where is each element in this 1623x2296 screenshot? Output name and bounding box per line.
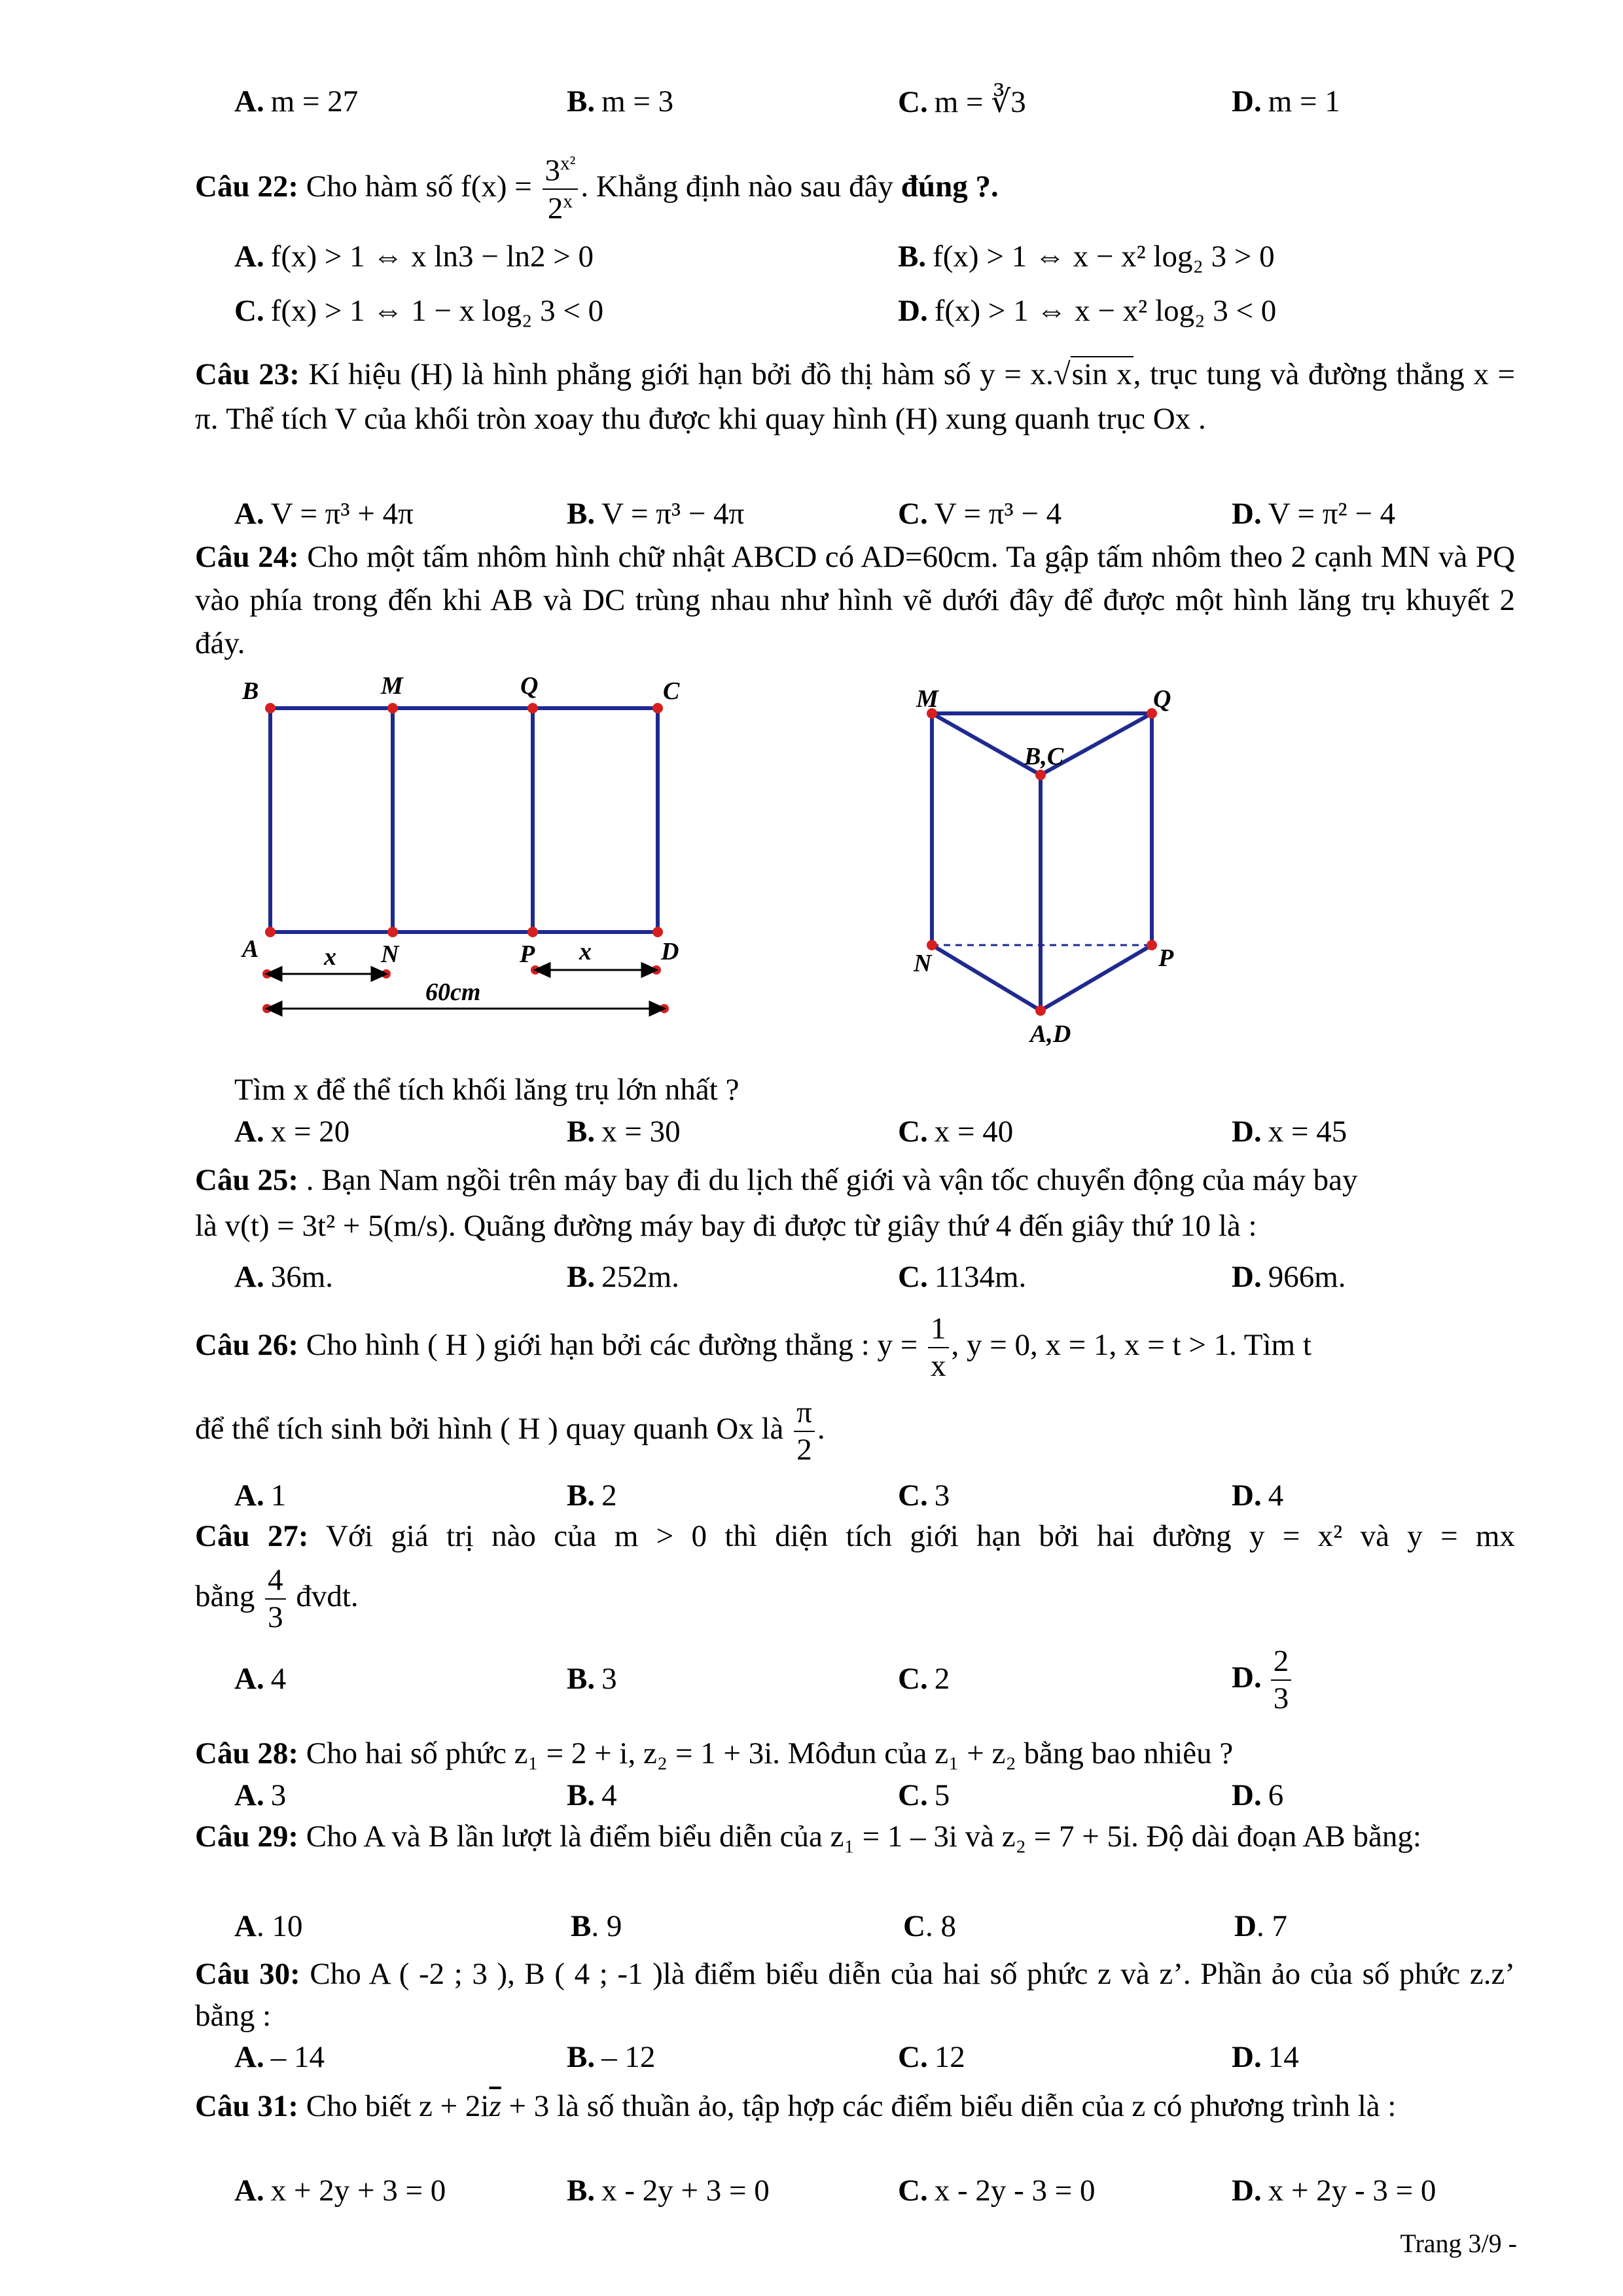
q26-option-c: C. 3 <box>898 1479 950 1513</box>
q22-option-a: A. f(x) > 1 ⇔ x ln3 − ln2 > 0 <box>234 240 594 274</box>
label-a: A <box>242 935 259 963</box>
q31-option-d: D. x + 2y - 3 = 0 <box>1232 2174 1436 2208</box>
label-x-right: x <box>579 938 592 965</box>
label-bc-prism: B,C <box>1024 743 1064 770</box>
q22-fraction: $\frac{3^{x^2}}{2^x}$ <box>543 154 579 224</box>
label-p-prism: P <box>1158 944 1174 972</box>
q30-option-d: D. 14 <box>1232 2040 1299 2074</box>
q27-option-d: D. $\frac{2}{3}$ <box>1232 1641 1294 1714</box>
q28-option-c: C. 5 <box>898 1778 950 1812</box>
q23-option-d: D. V = π² − 4 <box>1232 497 1396 531</box>
question-22: Câu 22: Cho hàm số f(x) = $\frac{3^{x^2}}{2^x}$ . Khẳng định nào sau đây đúng ?. <box>195 152 999 226</box>
sheet-rectangle <box>270 708 658 932</box>
q28-option-d: D. 6 <box>1232 1778 1284 1812</box>
label-ad-prism: A,D <box>1030 1020 1071 1048</box>
q25-option-c: C. 1134m. <box>898 1260 1027 1294</box>
q29-option-d: D. 7 <box>1234 1909 1287 1943</box>
question-24: Câu 24: Cho một tấm nhôm hình chữ nhật ABCD có AD=60cm. Ta gập tấm nhôm theo 2 cạnh MN và PQ vào phía trong đến khi AB và DC trùng nhau như hình vẽ dưới đây để được một hình lăng trụ khuyết 2 đáy. <box>195 540 1516 660</box>
question-27-line1: Câu 27: Với giá trị nào của m > 0 thì diện tích giới hạn bởi hai đường y = x² và y = mx <box>195 1519 1515 1553</box>
label-n: N <box>381 941 399 968</box>
question-27-line2: bằng $\frac{4}{3}$ đvdt. <box>195 1563 359 1635</box>
q22-option-c: C. f(x) > 1 ⇔ 1 − x log₂ 3 < 0 <box>234 294 604 328</box>
question-29: Câu 29: Cho A và B lần lượt là điểm biểu diễn của z₁ = 1 – 3i và z₂ = 7 + 5i. Độ dài đoạn AB bằng: <box>195 1820 1421 1854</box>
q24-option-c: C. x = 40 <box>898 1115 1014 1149</box>
q25-option-d: D. 966m. <box>1232 1260 1346 1294</box>
q21-option-c: C. m = ∛3 <box>898 85 1026 119</box>
figure-prism <box>897 668 1211 1060</box>
question-30: Câu 30: Cho A ( -2 ; 3 ), B ( 4 ; -1 )là điểm biểu diễn của hai số phức z và z’. Phần ảo của số phức z.z’ bằng : <box>195 1957 1516 2033</box>
label-p: P <box>520 941 535 968</box>
q26-option-b: B. 2 <box>567 1479 617 1513</box>
q24-option-b: B. x = 30 <box>567 1115 681 1149</box>
q22-option-d: D. f(x) > 1 ⇔ x − x² log₂ 3 < 0 <box>898 294 1277 328</box>
q31-option-b: B. x - 2y + 3 = 0 <box>567 2174 770 2208</box>
q28-option-a: A. 3 <box>234 1778 287 1812</box>
q31-option-a: A. x + 2y + 3 = 0 <box>234 2174 446 2208</box>
label-60cm: 60cm <box>425 978 481 1006</box>
q23-option-b: B. V = π³ − 4π <box>567 497 745 531</box>
q25-option-a: A. 36m. <box>234 1260 334 1294</box>
q27-option-b: B. 3 <box>567 1662 617 1696</box>
q29-option-c: C. 8 <box>903 1909 956 1943</box>
label-n-prism: N <box>914 950 932 977</box>
question-26-line1: Câu 26: Cho hình ( H ) giới hạn bởi các đường thẳng : y = $\frac{1}{x}$ , y = 0, x = 1, x = t > 1. Tìm t <box>195 1312 1311 1384</box>
q30-option-c: C. 12 <box>898 2040 965 2074</box>
q21-option-a: A. m = 27 <box>234 84 359 118</box>
q24-option-a: A. x = 20 <box>234 1115 350 1149</box>
question-25-line1: Câu 25: . Bạn Nam ngồi trên máy bay đi du lịch thế giới và vận tốc chuyển động của máy bay <box>195 1163 1358 1197</box>
q24-question: Tìm x để thể tích khối lăng trụ lớn nhất ? <box>234 1073 740 1107</box>
q26-option-a: A. 1 <box>234 1479 287 1513</box>
label-m: M <box>381 672 403 700</box>
label-c: C <box>663 677 680 705</box>
question-31: Câu 31: Cho biết $z + 2i\overline{z} + 3$ là số thuần ảo, tập hợp các điểm biểu diễn của z có phương trình là : <box>195 2089 1397 2123</box>
q30-option-b: B. – 12 <box>567 2040 656 2074</box>
label-q: Q <box>520 672 539 700</box>
q30-option-a: A. – 14 <box>234 2040 325 2074</box>
q31-option-c: C. x - 2y - 3 = 0 <box>898 2174 1096 2208</box>
label-q-prism: Q <box>1153 685 1171 713</box>
q21-option-d: D. m = 1 <box>1232 84 1340 118</box>
page-number: Trang 3/9 - <box>1400 2229 1517 2258</box>
question-25-line2: là v(t) = 3t² + 5(m/s). Quãng đường máy bay đi được từ giây thứ 4 đến giây thứ 10 là : <box>195 1209 1257 1243</box>
q29-option-a: A. 10 <box>234 1909 303 1943</box>
label-x-left: x <box>324 943 336 971</box>
label-b: B <box>242 677 259 705</box>
q27-option-a: A. 4 <box>234 1662 287 1696</box>
q25-option-b: B. 252m. <box>567 1260 679 1294</box>
q23-option-a: A. V = π³ + 4π <box>234 497 414 531</box>
q22-option-b: B. f(x) > 1 ⇔ x − x² log₂ 3 > 0 <box>898 240 1275 274</box>
q26-option-d: D. 4 <box>1232 1479 1284 1513</box>
q23-option-c: C. V = π³ − 4 <box>898 497 1062 531</box>
q21-option-b: B. m = 3 <box>567 84 674 118</box>
figure-unfolded-sheet <box>236 668 707 1034</box>
question-26-line2: để thể tích sinh bởi hình ( H ) quay quanh Ox là $\frac{\pi}{2}$ . <box>195 1395 825 1467</box>
question-23: Câu 23: Kí hiệu (H) là hình phẳng giới hạn bởi đồ thị hàm số y = x.√sin x, trục tung và đường thẳng x = π. Thể tích V của khối tròn xoay thu được khi quay hình (H) xung quanh trục Ox . <box>195 357 1516 436</box>
q29-option-b: B. 9 <box>571 1909 622 1943</box>
q24-option-d: D. x = 45 <box>1232 1115 1347 1149</box>
question-28: Câu 28: Cho hai số phức z₁ = 2 + i, z₂ = 1 + 3i. Môđun của z₁ + z₂ bằng bao nhiêu ? <box>195 1736 1234 1770</box>
label-d: D <box>661 938 679 965</box>
q28-option-b: B. 4 <box>567 1778 617 1812</box>
q27-option-c: C. 2 <box>898 1662 950 1696</box>
label-m-prism: M <box>916 685 938 713</box>
